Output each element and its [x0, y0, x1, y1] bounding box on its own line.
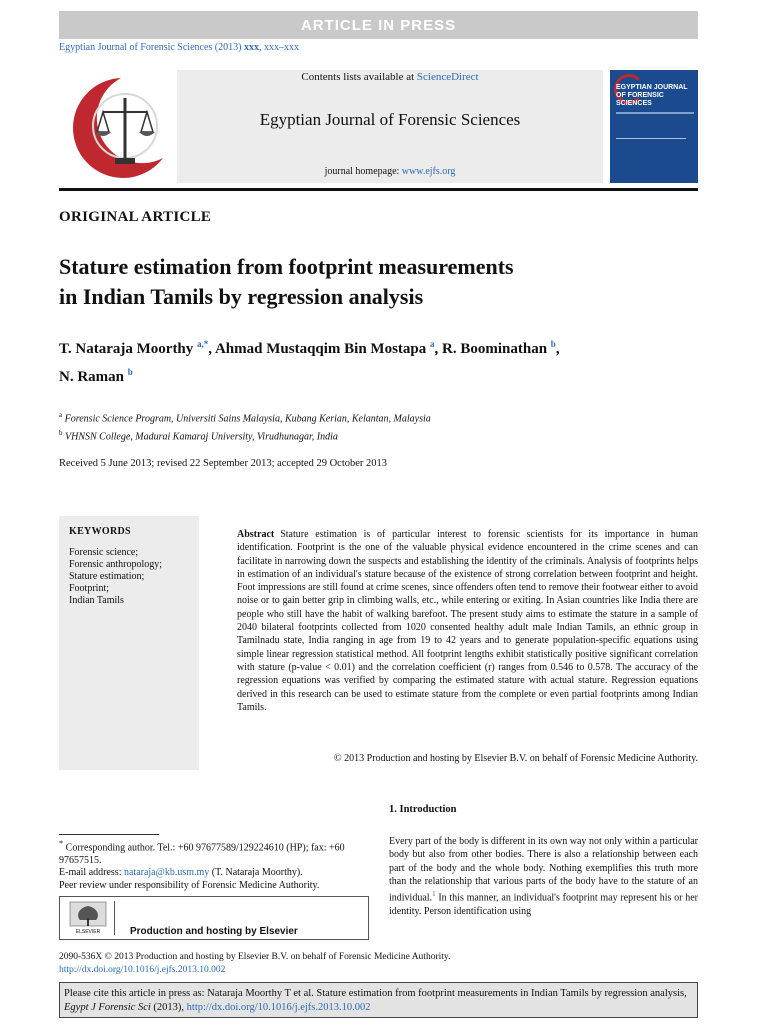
keyword-item: Forensic science;: [69, 547, 139, 558]
affil-text: Forensic Science Program, Universiti Sains Malaysia, Kubang Kerian, Kelantan, Malaysia: [64, 413, 431, 425]
author-affil-mark[interactable]: a: [430, 339, 435, 349]
elsevier-production-box: [59, 896, 369, 940]
abstract: [237, 528, 698, 714]
abstract-copyright: © 2013 Production and hosting by Elsevier B.V. on behalf of Forensic Medicine Authority.: [334, 753, 698, 764]
title-line-2: in Indian Tamils by regression analysis: [59, 284, 424, 309]
author-1[interactable]: [59, 341, 208, 357]
issn-line: [59, 951, 450, 977]
intro-body: [389, 835, 698, 918]
masthead-divider: [59, 188, 698, 191]
elsevier-logo-text: ELSEVIER: [75, 929, 101, 935]
affil-mark: a: [59, 411, 63, 419]
reference-link[interactable]: 1: [432, 890, 436, 899]
affil-mark: b: [59, 429, 63, 438]
author-name: T. Nataraja Moorthy: [59, 341, 194, 357]
author-separator: ,: [208, 341, 215, 357]
journal-cover-image: [610, 70, 698, 183]
intro-text: Every part of the body is different in its own way not only within a particular body but also from other bodies. There is also a relationship between each part of the body and the whole body. Nothing exemplifies this truth more than the relationship that various parts of the body have to the stature of an individual.: [389, 836, 698, 904]
received-dates: Received 5 June 2013; revised 22 September 2013; accepted 29 October 2013: [59, 458, 388, 469]
journal-homepage-line: [177, 166, 603, 177]
author-separator: ,: [555, 341, 560, 357]
article-type: ORIGINAL ARTICLE: [59, 209, 212, 225]
keyword-item: Footprint;: [69, 583, 110, 594]
cite-doi-link[interactable]: http://dx.doi.org/10.1016/j.ejfs.2013.10.002: [186, 1002, 371, 1013]
society-logo-icon: [59, 70, 169, 183]
contents-prefix: Contents lists available at: [301, 71, 417, 83]
author-3[interactable]: [442, 341, 556, 357]
author-separator: ,: [434, 341, 443, 357]
affiliations: [59, 408, 699, 445]
affiliation-b: [59, 426, 699, 444]
issn-text: 2090-536X © 2013 Production and hosting by Elsevier B.V. on behalf of Forensic Medicine Authority.: [59, 952, 451, 962]
elsevier-tree-icon: [68, 900, 108, 936]
peer-review-note: Peer review under responsibility of Forensic Medicine Authority.: [59, 879, 320, 891]
author-4[interactable]: [59, 369, 133, 385]
citation-pages: , xxx–xxx: [258, 42, 299, 53]
journal-citation-line[interactable]: [59, 42, 299, 53]
doi-link[interactable]: http://dx.doi.org/10.1016/j.ejfs.2013.10.002: [59, 965, 226, 975]
abstract-text: Stature estimation is of particular interest to forensic scientists for its importance in human identification. Footprint is the one of the valuable physical evidence encountered in the crime scenes and can facilitate in narrowing down the suspects and establishing the identity of the criminals. Analysis of footprints helps in estimation of an individual's stature because of the existence of strong correlation between footprint and height. Foot impressions are still found at crime scenes, since offenders often tend to remove their footwear either to avoid noise or to gain better grip in climbing walls, etc., while entering or exiting. In Asian countries like India there are people who still have the habit of walking barefoot. The present study aims to estimate the stature in a sample of 2040 bilateral footprints collected from 1020 consented healthy adult male Indian Tamils, an ethnic group in Tamilnadu state, India ranging in age from 19 to 42 years and to generate population-specific equations using simple linear regression statistical method. All footprint lengths exhibit statistically positive significant correlation with stature (p-value < 0.01) and the correlation coefficient (r) ranges from 0.546 to 0.578. The accuracy of the regression equations was verified by comparing the estimated stature with actual stature. Regression equations derived in this research can be used to estimate stature from the complete or even partial footprints among Indian Tamils.: [237, 529, 698, 713]
article-title: [59, 252, 679, 312]
keyword-item: Indian Tamils: [69, 595, 124, 606]
author-affil-mark[interactable]: b: [127, 367, 133, 377]
intro-text-cont: In this manner, an individual's footprint may represent his or her identity. Person identification using: [389, 892, 698, 917]
author-affil-mark[interactable]: a,*: [197, 339, 209, 349]
sciencedirect-link[interactable]: ScienceDirect: [416, 71, 479, 83]
affiliation-a: [59, 408, 699, 426]
cover-rule-2: [616, 138, 686, 139]
title-line-1: Stature estimation from footprint measurements: [59, 254, 514, 279]
citation-journal: Egyptian Journal of Forensic Sciences (2013): [59, 42, 242, 53]
cover-rule: [616, 112, 694, 114]
masthead: [177, 70, 603, 183]
email-suffix: (T. Nataraja Moorthy).: [209, 867, 303, 879]
elsevier-divider: [114, 901, 115, 935]
keyword-item: Stature estimation;: [69, 571, 145, 582]
cite-this-article-box: [59, 982, 698, 1018]
contents-available-line: [177, 71, 603, 83]
author-name: N. Raman: [59, 369, 125, 385]
email-line: [59, 867, 369, 880]
corresponding-author-note: [59, 838, 369, 867]
cite-journal: Egypt J Forensic Sci: [64, 1002, 151, 1013]
cover-title: EGYPTIAN JOURNAL OF FORENSIC SCIENCES: [616, 84, 688, 107]
email-prefix: E-mail address:: [59, 867, 124, 879]
affil-text: VHNSN College, Madurai Kamaraj University, Virudhunagar, India: [65, 431, 338, 443]
asterisk-mark: *: [59, 839, 64, 848]
author-name: R. Boominathan: [442, 341, 548, 357]
keyword-item: Forensic anthropology;: [69, 559, 163, 570]
keywords-box: [59, 516, 199, 770]
author-list: [59, 333, 699, 389]
email-link[interactable]: nataraja@kb.usm.my: [123, 867, 210, 879]
author-affil-mark[interactable]: b: [550, 339, 556, 349]
corresponding-text: Corresponding author. Tel.: +60 97677589/129224610 (HP); fax: +60 97657515.: [59, 842, 345, 866]
journal-title: Egyptian Journal of Forensic Sciences: [259, 110, 521, 129]
footnote-rule: [59, 834, 159, 835]
abstract-label: Abstract: [237, 529, 275, 540]
cite-year: (2013),: [150, 1002, 187, 1013]
homepage-prefix: journal homepage:: [324, 166, 402, 177]
production-hosting-text: Production and hosting by Elsevier: [130, 926, 298, 937]
intro-heading: 1. Introduction: [389, 804, 457, 815]
article-in-press-banner: ARTICLE IN PRESS: [59, 11, 698, 39]
author-2[interactable]: [215, 341, 435, 357]
author-name: Ahmad Mustaqqim Bin Mostapa: [214, 341, 427, 357]
cite-prefix: Please cite this article in press as: Nataraja Moorthy T et al. Stature estimation from footprint measurements in Indian Tamils by regression analysis,: [64, 988, 687, 999]
keywords-heading: KEYWORDS: [69, 526, 131, 537]
footnotes: [59, 838, 369, 892]
homepage-link[interactable]: www.ejfs.org: [401, 166, 456, 177]
citation-volume: xxx: [243, 42, 259, 53]
